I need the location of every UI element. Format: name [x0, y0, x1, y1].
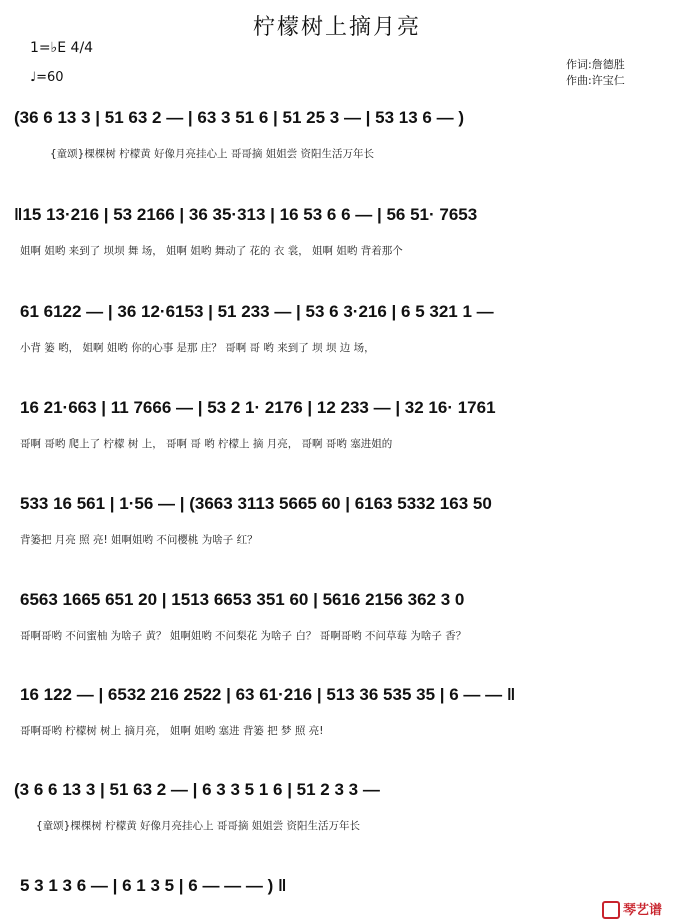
watermark-logo: [602, 899, 662, 920]
notation-line: 533 16 561 | 1·56 — | (3663 3113 5665 60 | 6163 5332 163 50: [20, 494, 492, 513]
lyrics-line: 背篓把 月亮 照 亮! 姐啊姐哟 不问樱桃 为啥子 红？: [20, 534, 258, 546]
notation-line: 16 21·663 | 11 7666 — | 53 2 1· 2176 | 12 233 — | 32 16· 1761: [20, 398, 496, 417]
lyrics-line: 姐啊 姐哟 来到了 坝坝 舞 场， 姐啊 姐哟 舞动了 花的 衣 裳， 姐啊 姐哟 背着那个: [20, 245, 403, 257]
lyrics-line: {童颂}棵棵树 柠檬黄 好像月亮挂心上 哥哥摘 姐姐尝 资阳生活万年长: [50, 148, 375, 160]
tempo-marking: ♩=60: [30, 70, 64, 85]
score-title: 柠檬树上摘月亮: [252, 15, 421, 40]
logo-icon: [602, 901, 620, 919]
notation-line: ‖15 13·216 | 53 2166 | 36 35·313 | 16 53 6 6 — | 56 51· 7653: [14, 205, 478, 224]
notation-line: 16 122 — | 6532 216 2522 | 63 61·216 | 513 36 535 35 | 6 — — ‖: [20, 685, 516, 704]
notation-line: 6563 1665 651 20 | 1513 6653 351 60 | 5616 2156 362 3 0: [20, 590, 465, 609]
lyrics-line: 哥啊哥哟 柠檬树 树上 摘月亮， 姐啊 姐哟 塞进 背篓 把 梦 照 亮!: [20, 725, 324, 737]
notation-line: 61 6122 — | 36 12·6153 | 51 233 — | 53 6 3·216 | 6 5 321 1 —: [20, 302, 494, 321]
lyrics-line: 哥啊哥哟 不问蜜柚 为啥子 黄？ 姐啊姐哟 不问梨花 为啥子 白？ 哥啊哥哟 不问草莓 为啥子 香？: [20, 630, 467, 642]
composer-credit: 作曲:许宝仁: [566, 74, 625, 87]
lyrics-line: 小背 篓 哟， 姐啊 姐哟 你的心事 是那 庄？ 哥啊 哥 哟 来到了 坝 坝 边 场，: [20, 342, 375, 354]
key-signature: 1=♭E 4/4: [30, 40, 94, 56]
lyrics-line: 哥啊 哥哟 爬上了 柠檬 树 上， 哥啊 哥 哟 柠檬上 摘 月亮， 哥啊 哥哟 塞进姐的: [20, 438, 393, 450]
lyricist-credit: 作词:詹德胜: [566, 58, 625, 71]
watermark-text: 琴艺谱: [622, 902, 662, 918]
lyrics-line: {童颂}棵棵树 柠檬黄 好像月亮挂心上 哥哥摘 姐姐尝 资阳生活万年长: [36, 820, 361, 832]
notation-line: 5 3 1 3 6 — | 6 1 3 5 | 6 — — — ) ‖: [20, 876, 287, 895]
notation-line: (3 6 6 13 3 | 51 63 2 — | 6 3 3 5 1 6 | 51 2 3 3 —: [14, 780, 380, 799]
notation-line: (36 6 13 3 | 51 63 2 — | 63 3 51 6 | 51 25 3 — | 53 13 6 — ): [14, 108, 464, 127]
